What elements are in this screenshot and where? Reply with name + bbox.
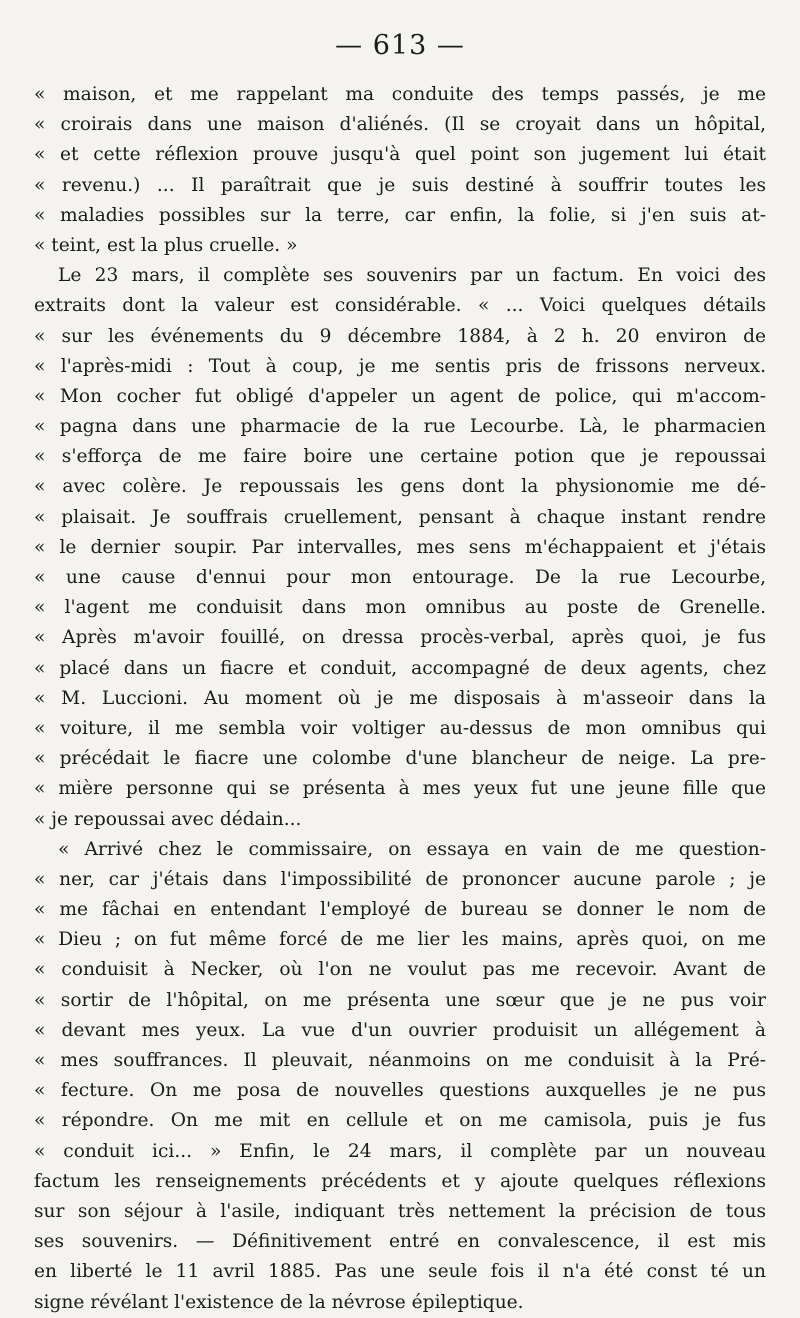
text-line: « sur les événements du 9 décembre 1884, à 2 h. 20 environ de — [34, 325, 766, 347]
text-line: « sortir de l'hôpital, on me présenta une sœur que je ne pus voir — [34, 989, 766, 1011]
text-line: « maladies possibles sur la terre, car enfin, la folie, si j'en suis at- — [34, 204, 766, 226]
text-line: Le 23 mars, il complète ses souvenirs par un factum. En voici des — [58, 265, 766, 287]
text-line: « mière personne qui se présenta à mes yeux fut une jeune fille que — [34, 778, 766, 800]
text-line: « teint, est la plus cruelle. » — [34, 234, 298, 256]
text-line: ses souvenirs. — Définitivement entré en convalescence, il est mis — [34, 1231, 766, 1253]
text-line: signe révélant l'existence de la névrose épileptique. — [34, 1291, 524, 1313]
text-line: « fecture. On me posa de nouvelles questions auxquelles je ne pus — [34, 1080, 766, 1102]
text-line: « plaisait. Je souffrais cruellement, pensant à chaque instant rendre — [34, 506, 766, 528]
text-line: « répondre. On me mit en cellule et on me camisola, puis je fus — [34, 1110, 766, 1132]
text-line: « le dernier soupir. Par intervalles, mes sens m'échappaient et j'étais — [34, 536, 766, 558]
text-line: « placé dans un fiacre et conduit, accompagné de deux agents, chez — [34, 657, 766, 679]
text-line: « avec colère. Je repoussais les gens dont la physionomie me dé- — [34, 476, 766, 498]
text-line: « maison, et me rappelant ma conduite des temps passés, je me — [34, 84, 766, 105]
text-line: extraits dont la valeur est considérable. « ... Voici quelques détails — [34, 295, 766, 317]
text-line: « revenu.) ... Il paraîtrait que je suis destiné à souffrir toutes les — [34, 174, 766, 196]
text-line: « précédait le fiacre une colombe d'une blancheur de neige. La pre- — [34, 748, 766, 770]
text-line: « mes souffrances. Il pleuvait, néanmoins on me conduisit à la Pré- — [34, 1050, 766, 1071]
text-line: « M. Luccioni. Au moment où je me disposais à m'asseoir dans la — [34, 687, 766, 709]
text-line: « voiture, il me sembla voir voltiger au-dessus de mon omnibus qui — [34, 717, 766, 739]
page-number: — 613 — — [335, 30, 465, 61]
text-line: « Dieu ; on fut même forcé de me lier les mains, après quoi, on me — [34, 929, 766, 951]
text-line: factum les renseignements précédents et y ajoute quelques réflexions — [34, 1170, 766, 1192]
text-line: « l'agent me conduisit dans mon omnibus au poste de Grenelle. — [34, 597, 766, 619]
text-line: « et cette réflexion prouve jusqu'à quel point son jugement lui était — [34, 144, 766, 166]
text-line: en liberté le 11 avril 1885. Pas une seule fois il n'a été const té un — [34, 1261, 766, 1283]
text-line: « une cause d'ennui pour mon entourage. De la rue Lecourbe, — [34, 567, 766, 588]
text-line: « conduit ici... » Enfin, le 24 mars, il complète par un nouveau — [34, 1140, 766, 1162]
text-line: « je repoussai avec dédain... — [34, 808, 302, 830]
text-line: « pagna dans une pharmacie de la rue Lecourbe. Là, le pharmacien — [34, 416, 766, 438]
text-line: « s'efforça de me faire boire une certaine potion que je repoussai — [34, 446, 766, 468]
text-line: « Mon cocher fut obligé d'appeler un agent de police, qui m'accom- — [34, 385, 766, 407]
text-line: « Arrivé chez le commissaire, on essaya en vain de me question- — [58, 838, 766, 860]
text-line: « me fâchai en entendant l'employé de bureau se donner le nom de — [34, 899, 766, 921]
text-line: « devant mes yeux. La vue d'un ouvrier produisit un allégement à — [34, 1019, 766, 1041]
text-line: « Après m'avoir fouillé, on dressa procès-verbal, après quoi, je fus — [34, 627, 766, 649]
text-line: sur son séjour à l'asile, indiquant très nettement la précision de tous — [34, 1200, 766, 1222]
text-line: « croirais dans une maison d'aliénés. (Il se croyait dans un hôpital, — [34, 114, 766, 136]
text-line: « conduisit à Necker, où l'on ne voulut pas me recevoir. Avant de — [34, 959, 766, 981]
text-line: « l'après-midi : Tout à coup, je me sentis pris de frissons nerveux. — [34, 355, 766, 377]
body-text — [34, 80, 766, 1318]
text-line: « ner, car j'étais dans l'impossibilité de prononcer aucune parole ; je — [34, 868, 766, 890]
